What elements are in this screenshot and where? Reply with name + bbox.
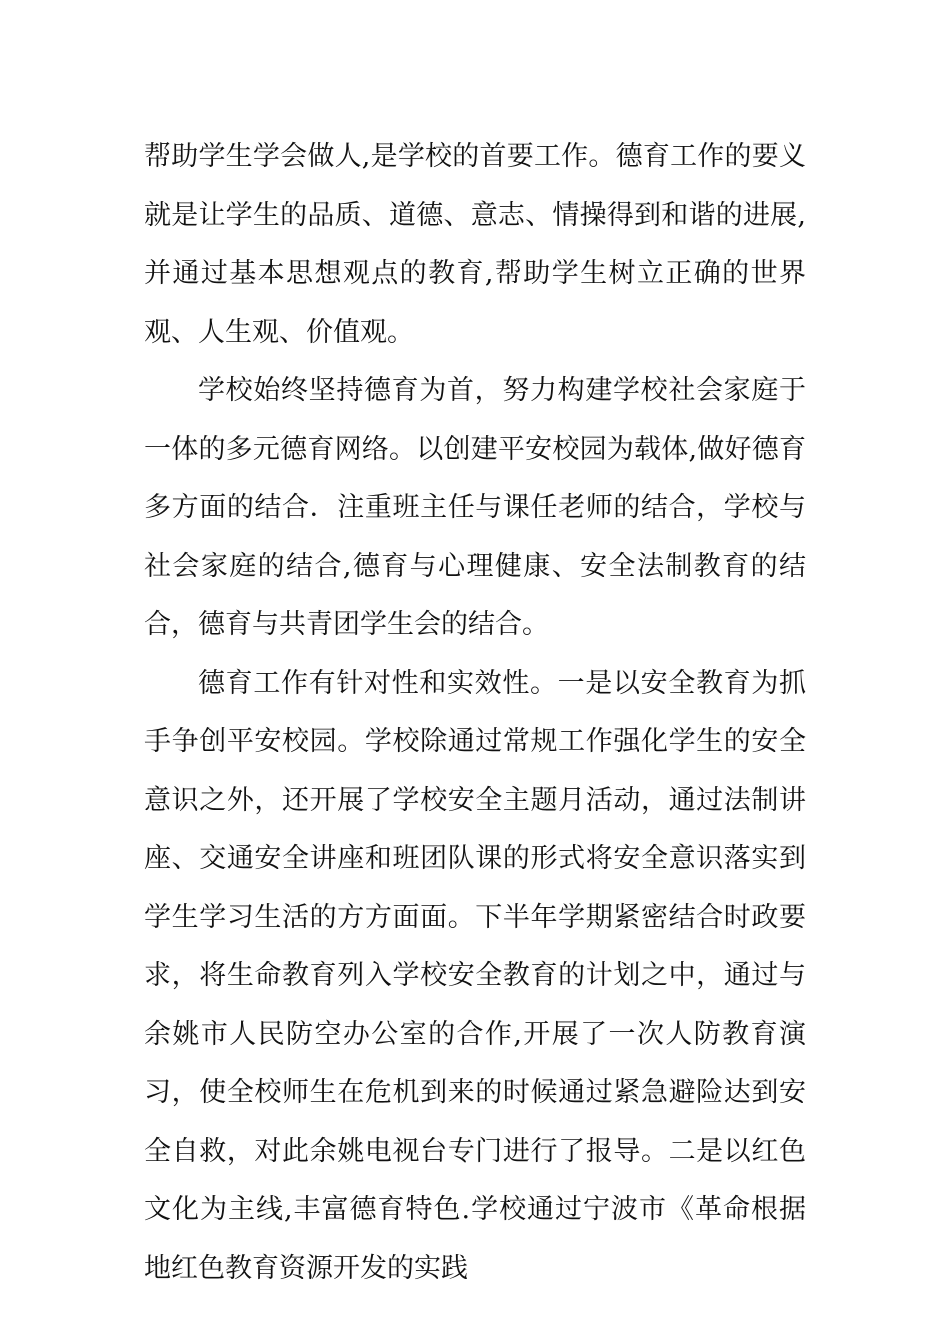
paragraph-moral-education-purpose: 帮助学生学会做人,是学校的首要工作。德育工作的要义就是让学生的品质、道德、意志、情操得到和谐的进展,并通过基本思想观点的教育,帮助学生树立正确的世界观、人生观、价值观。 xyxy=(144,141,806,348)
paragraph-moral-education-effectiveness: 德育工作有针对性和实效性。一是以安全教育为抓手争创平安校园。学校除通过常规工作强化学生的安全意识之外，还开展了学校安全主题月活动，通过法制讲座、交通安全讲座和班团队课的形式将安全意识落实到学生学习生活的方方面面。下半年学期紧密结合时政要求，将生命教育列入学校安全教育的计划之中，通过与余姚市人民防空办公室的合作,开展了一次人防教育演习，使全校师生在危机到来的时候通过紧急避险达到安全自救，对此余姚电视台专门进行了报导。二是以红色文化为主线,丰富德育特色.学校通过宁波市《革命根据地红色教育资源开发的实践 xyxy=(144,667,806,1284)
document-body xyxy=(144,128,806,1298)
paragraph-moral-education-network: 学校始终坚持德育为首，努力构建学校社会家庭于一体的多元德育网络。以创建平安校园为载体,做好德育多方面的结合．注重班主任与课任老师的结合，学校与社会家庭的结合,德育与心理健康、安全法制教育的结合，德育与共青团学生会的结合。 xyxy=(144,375,806,640)
